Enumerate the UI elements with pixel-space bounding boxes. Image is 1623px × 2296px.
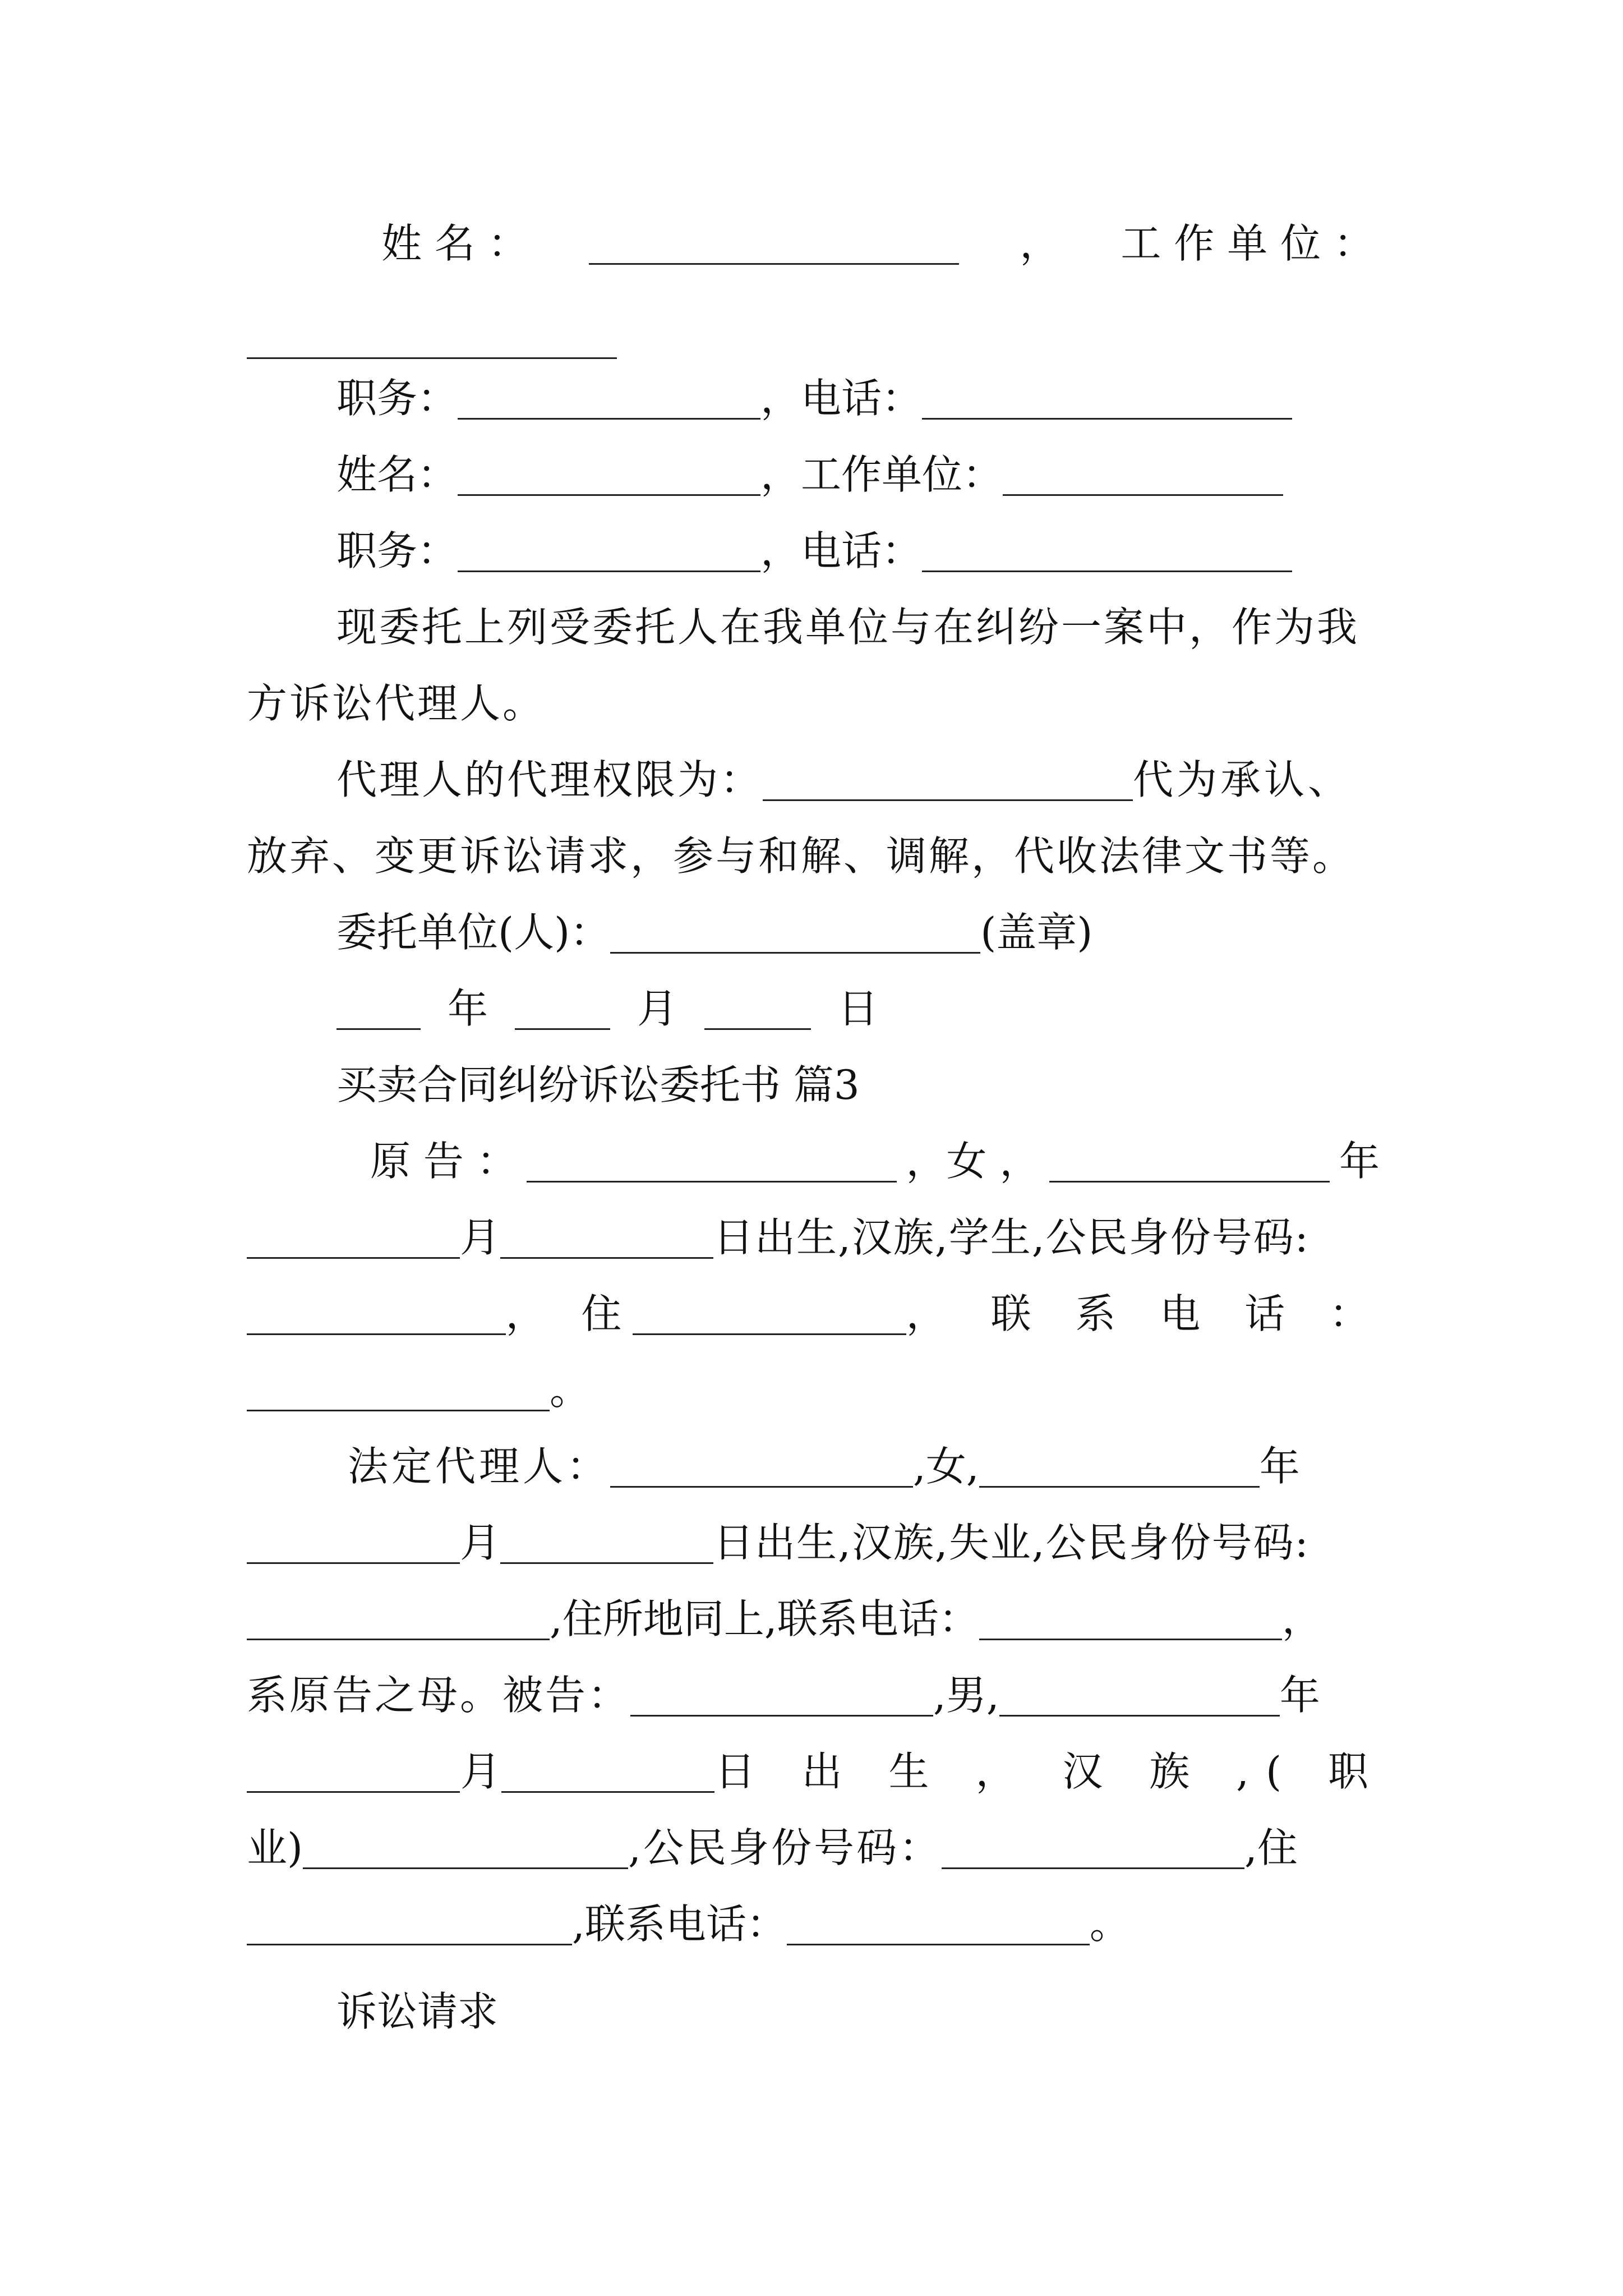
birth-day-blank[interactable] [500, 1527, 713, 1564]
address-label: ， 住 [505, 1290, 633, 1337]
entrusting-party-label: 委托单位(人)： [336, 909, 611, 956]
date-line [336, 981, 1385, 1037]
comma: ， [1281, 1595, 1322, 1642]
phone-label: 电话： [801, 527, 923, 574]
representative-id-line [247, 1591, 1385, 1647]
period: 。 [550, 1366, 591, 1414]
comma: ， [760, 451, 801, 498]
phone-blank[interactable] [247, 1375, 550, 1411]
claims-heading: 诉讼请求 [336, 1988, 499, 2035]
year-blank[interactable] [336, 993, 421, 1030]
gender-text: ,女, [913, 1443, 979, 1490]
authority-tail: 代为承认、 [1133, 756, 1352, 803]
day-label: 日 [838, 985, 879, 1032]
phone-label: 电话： [801, 375, 923, 422]
year-label: 年 [1339, 1138, 1380, 1185]
defendant-occupation-line [247, 1820, 1385, 1876]
defendant-birth-line [247, 1743, 1385, 1800]
authority-line [336, 752, 1385, 808]
phone-blank[interactable] [787, 1909, 1090, 1945]
phone-blank[interactable] [922, 383, 1292, 420]
entrust-paragraph-line1: 现委托上列受委托人在我单位与在纠纷一案中，作为我 [336, 604, 1360, 651]
gender-text: ,男, [933, 1672, 999, 1719]
work-unit-label: 工作单位： [801, 451, 1003, 498]
name-label: 姓 名 ： [381, 220, 528, 267]
duty-blank[interactable] [458, 383, 760, 420]
plaintiff-phone-line [247, 1362, 1385, 1418]
month-blank[interactable] [515, 993, 610, 1030]
contact-phone-label: ,联系电话： [572, 1901, 787, 1948]
legal-representative-label: 法定代理人： [348, 1443, 611, 1490]
period: 。 [1089, 1901, 1130, 1948]
work-unit-blank-line [247, 303, 1385, 359]
birth-year-blank[interactable] [999, 1680, 1280, 1717]
address-blank[interactable] [247, 1909, 572, 1945]
birth-month-blank[interactable] [247, 1527, 460, 1564]
work-unit-blank[interactable] [1003, 459, 1283, 496]
birth-detail-text: 日出生,汉族,失业,公民身份号码: [713, 1519, 1310, 1566]
section-title: 买卖合同纠纷诉讼委托书 篇3 [336, 1061, 860, 1108]
authority-detail-line: 放弃、变更诉讼请求，参与和解、调解，代收法律文书等。 [247, 832, 1355, 880]
month-label: 月 [637, 985, 678, 1032]
residence-label: ,住 [1244, 1824, 1298, 1871]
defendant-name-blank[interactable] [630, 1680, 933, 1717]
id-number-blank[interactable] [247, 1604, 550, 1640]
residence-phone-label: ,住所地同上,联系电话： [550, 1595, 979, 1642]
defendant-label: 系原告之母。被告： [247, 1672, 631, 1719]
year-label: 年 [1259, 1443, 1300, 1490]
duty-label: 职务： [336, 527, 458, 574]
birth-detail-text: 日出生,汉族,学生,公民身份号码: [713, 1214, 1310, 1261]
entrust-paragraph-line2: 方诉讼代理人。 [247, 680, 546, 727]
plaintiff-birth-line [247, 1209, 1385, 1266]
entrusting-party-line [336, 904, 1385, 960]
comma: ， [760, 375, 801, 422]
defendant-line [247, 1667, 1385, 1723]
birth-year-blank[interactable] [979, 1451, 1260, 1488]
entrusting-party-blank[interactable] [610, 917, 980, 954]
work-unit-blank[interactable] [247, 323, 617, 359]
gender-text: ，女 ， [906, 1138, 1040, 1185]
year-label: 年 [1279, 1672, 1320, 1719]
work-unit-label: 工 作 单 位 ： [1121, 220, 1374, 267]
seal-label: (盖章) [980, 909, 1093, 956]
birth-year-blank[interactable] [1049, 1146, 1330, 1182]
phone-blank[interactable] [922, 536, 1292, 572]
birth-day-blank[interactable] [500, 1222, 713, 1259]
birth-day-blank[interactable] [501, 1756, 714, 1793]
authority-blank[interactable] [763, 765, 1133, 801]
month-label: 月 [460, 1214, 501, 1261]
birth-detail-text: 日 出 生 ， 汉 族 ,( 职 [714, 1748, 1385, 1795]
agent1-name-line [381, 215, 1374, 272]
id-number-blank[interactable] [942, 1833, 1244, 1869]
representative-birth-line [247, 1515, 1385, 1571]
duty-blank[interactable] [458, 536, 760, 572]
name-label: 姓名： [336, 451, 458, 498]
address-blank[interactable] [633, 1299, 906, 1335]
name-blank[interactable] [589, 228, 959, 265]
name-blank[interactable] [458, 459, 760, 496]
comma: ， [1020, 220, 1061, 267]
plaintiff-line [370, 1133, 1380, 1189]
contact-phone-label: ， 联 系 电 话 ： [906, 1290, 1385, 1337]
authority-label: 代理人的代理权限为： [336, 756, 763, 803]
plaintiff-label: 原 告 ： [370, 1138, 517, 1185]
agent2-name-line [336, 447, 1385, 503]
occupation-label: 业) [247, 1824, 303, 1871]
month-label: 月 [460, 1519, 501, 1566]
comma: ， [760, 527, 801, 574]
representative-name-blank[interactable] [610, 1451, 913, 1488]
year-label: 年 [448, 985, 488, 1032]
id-number-label: ,公民身份号码： [628, 1824, 942, 1871]
occupation-blank[interactable] [303, 1833, 628, 1869]
id-number-blank[interactable] [247, 1299, 506, 1335]
agent2-duty-line [336, 523, 1385, 579]
agent1-duty-line [336, 370, 1385, 426]
birth-month-blank[interactable] [247, 1756, 460, 1793]
phone-blank[interactable] [979, 1604, 1282, 1640]
month-label: 月 [460, 1748, 501, 1795]
day-blank[interactable] [704, 993, 811, 1030]
duty-label: 职务： [336, 375, 458, 422]
birth-month-blank[interactable] [247, 1222, 460, 1259]
defendant-address-line [247, 1896, 1385, 1952]
plaintiff-name-blank[interactable] [527, 1146, 897, 1182]
plaintiff-address-line [247, 1286, 1385, 1342]
legal-representative-line [348, 1438, 1385, 1494]
